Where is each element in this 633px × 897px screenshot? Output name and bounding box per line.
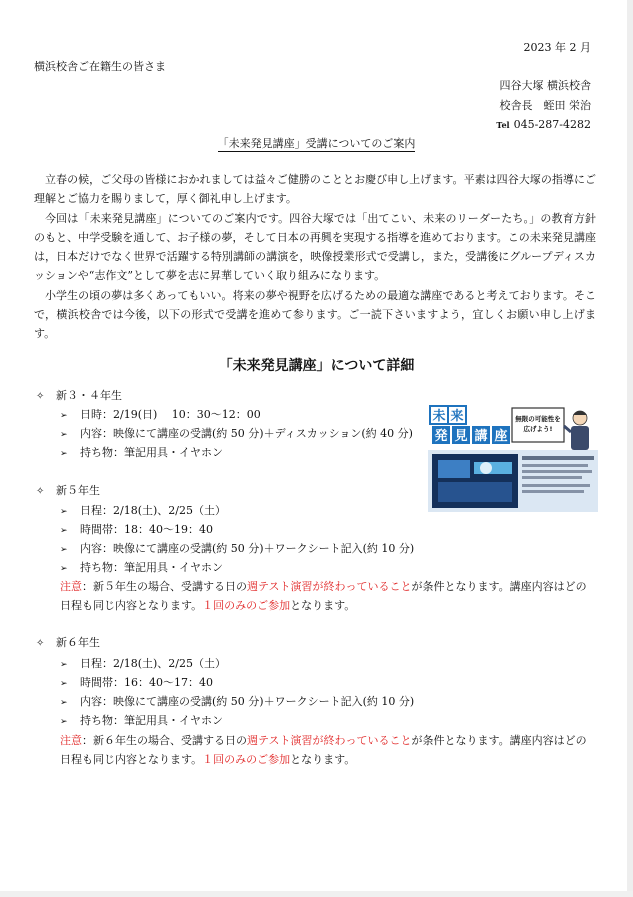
diamond-bullet-icon: ✧ <box>36 638 45 649</box>
list-item: ➢ 持ち物：筆記用具・イヤホン <box>60 446 223 459</box>
group-title: 新６年生 <box>56 636 100 649</box>
list-item: ➢ 持ち物：筆記用具・イヤホン <box>60 561 223 574</box>
diamond-bullet-icon: ✧ <box>36 391 45 402</box>
list-item: ➢ 時間帯：18：40～19：40 <box>60 523 213 536</box>
note-emphasis: １回のみのご参加 <box>202 599 291 613</box>
list-item: ➢ 日時：2/19(日) 10：30～12：00 <box>60 408 261 421</box>
logo-char: 講 <box>474 429 488 444</box>
list-item: ➢ 日程：2/18(土)、2/25（土） <box>60 504 226 517</box>
grade6-note: 注意：新６年生の場合、受講する日の週テスト演習が終わっていることが条件となります。講座内容はどの日程も同じ内容となります。１回のみのご参加となります。 <box>60 734 587 767</box>
arrow-bullet-icon: ➢ <box>60 679 68 689</box>
sender-organization: 四谷大塚 横浜校舎 <box>499 79 591 92</box>
group-heading <box>36 634 100 650</box>
document-title <box>0 135 633 151</box>
note-label: 注意 <box>60 734 82 747</box>
arrow-bullet-icon: ➢ <box>60 564 68 574</box>
course-illustration <box>428 404 598 512</box>
course-illustration-image <box>428 404 598 512</box>
list-item: ➢ 内容：映像にて講座の受講(約 50 分)＋ワークシート記入(約 10 分) <box>60 695 415 708</box>
sender-phone <box>496 115 591 136</box>
logo-char: 見 <box>454 429 468 444</box>
arrow-bullet-icon: ➢ <box>60 449 68 459</box>
paragraph-program: 今回は「未来発見講座」についてのご案内です。四谷大塚では「出てこい、未来のリーダーたち。」の教育方針のもと、中学受験を通して、お子様の夢，そして日本の再興を実現する指導を進めております。この未来発見講座は，日本だけでなく世界で活躍する特別講師の講演を，映像授業形式で受講し，また，受講後にグループディスカッションや“志作文”として夢を志に昇華していく取り組みになります。 <box>34 211 596 283</box>
logo-char: 来 <box>450 409 464 424</box>
arrow-bullet-icon: ➢ <box>60 545 68 555</box>
addressee: 横浜校舎ご在籍生の皆さま <box>34 60 166 73</box>
diamond-bullet-icon: ✧ <box>36 486 45 497</box>
page-bottom-edge <box>0 891 633 897</box>
logo-char: 発 <box>434 429 448 444</box>
tel-label: Tel <box>496 120 510 130</box>
note-emphasis: 週テスト演習が終わっていること <box>247 580 412 593</box>
svg-text:無限の可能性を: 無限の可能性を <box>515 415 561 423</box>
arrow-bullet-icon: ➢ <box>60 698 68 708</box>
document-date: 2023 年 2 月 <box>523 41 591 54</box>
section-heading: 「未来発見講座」について詳細 <box>218 358 415 374</box>
svg-text:広げよう!: 広げよう! <box>523 425 553 433</box>
logo-char: 座 <box>494 429 508 444</box>
note-emphasis: 週テスト演習が終わっていること <box>247 734 412 747</box>
list-item: ➢ 内容：映像にて講座の受講(約 50 分)＋ディスカッション(約 40 分) <box>60 427 413 440</box>
logo-char: 未 <box>432 409 446 424</box>
body-text <box>34 170 596 344</box>
grade5-note: 注意：新５年生の場合、受講する日の週テスト演習が終わっていることが条件となります。講座内容はどの日程も同じ内容となります。１回のみのご参加となります。 <box>60 580 587 613</box>
paragraph-closing: 小学生の頃の夢は多くあってもいい。将来の夢や視野を広げるための最適な講座であると考えております。そこで，横浜校舎では今後，以下の形式で受講を進めて参ります。ご一読下さいますよう，宜しくお願い申し上げます。 <box>34 288 596 341</box>
arrow-bullet-icon: ➢ <box>60 411 68 421</box>
arrow-bullet-icon: ➢ <box>60 660 68 670</box>
arrow-bullet-icon: ➢ <box>60 717 68 727</box>
list-item: ➢ 内容：映像にて講座の受講(約 50 分)＋ワークシート記入(約 10 分) <box>60 542 415 555</box>
arrow-bullet-icon: ➢ <box>60 430 68 440</box>
document-title-text: 「未来発見講座」受講についてのご案内 <box>217 137 416 150</box>
tel-number: 045-287-4282 <box>513 118 591 131</box>
list-item: ➢ 日程：2/18(土)、2/25（土） <box>60 657 226 670</box>
sender-block <box>496 76 591 136</box>
arrow-bullet-icon: ➢ <box>60 526 68 536</box>
group-title: 新３・４年生 <box>56 389 122 402</box>
paragraph-greeting: 立春の候，ご父母の皆様におかれましては益々ご健勝のこととお慶び申し上げます。平素は四谷大塚の指導にご理解とご協力を賜りまして，厚く御礼申し上げます。 <box>34 173 596 206</box>
arrow-bullet-icon: ➢ <box>60 507 68 517</box>
group-heading <box>36 482 100 498</box>
group-heading <box>36 387 122 403</box>
list-item: ➢ 時間帯：16：40～17：40 <box>60 676 213 689</box>
group-title: 新５年生 <box>56 484 100 497</box>
note-emphasis: １回のみのご参加 <box>202 753 291 767</box>
sender-name: 校舎長 蛭田 栄治 <box>499 98 591 112</box>
list-item: ➢ 持ち物：筆記用具・イヤホン <box>60 714 223 727</box>
note-label: 注意 <box>60 580 82 593</box>
